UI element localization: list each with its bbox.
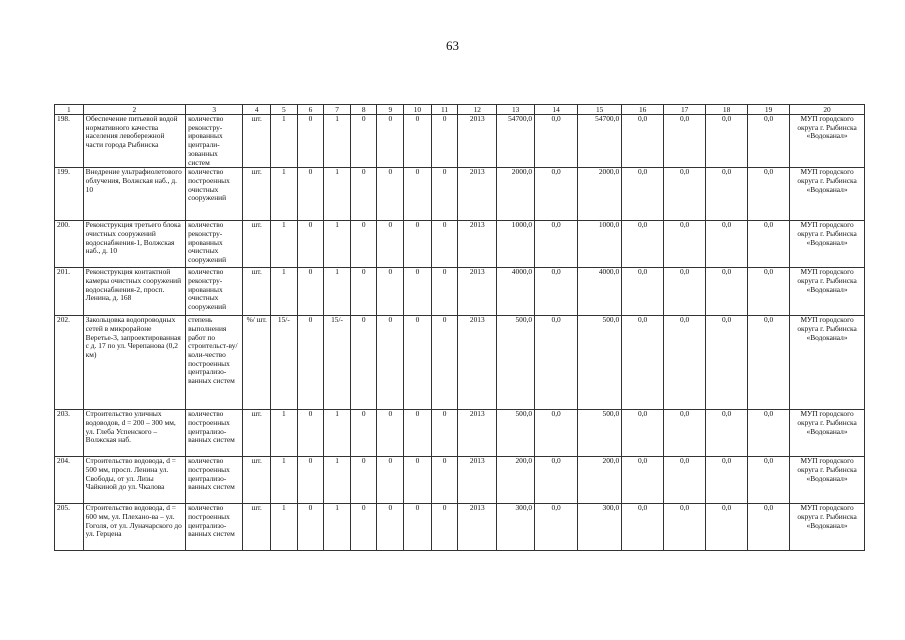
amount-col15: 200,0 [578,457,622,504]
value-col17: 0,0 [664,457,706,504]
value-col16: 0,0 [622,168,664,221]
value-col11: 0 [431,268,458,316]
column-number-14: 14 [535,105,578,115]
page-number: 63 [446,38,459,53]
column-number-20: 20 [790,105,865,115]
column-number-3: 3 [186,105,243,115]
amount-total: 54700,0 [497,115,535,168]
value-col10: 0 [404,504,432,551]
row-number: 205. [55,504,84,551]
value-col8: 0 [350,268,377,316]
value-col11: 0 [431,221,458,268]
value-col19: 0,0 [748,115,790,168]
column-number-19: 19 [748,105,790,115]
executor: МУП городского округа г. Рыбинска «Водоканал» [790,410,865,457]
indicator-name: количество реконстру-ированных очистных сооружений [186,268,243,316]
value-col5: 1 [271,268,298,316]
value-col18: 0,0 [706,221,748,268]
column-number-1: 1 [55,105,84,115]
value-col18: 0,0 [706,268,748,316]
table-row [55,504,865,551]
amount-total: 2000,0 [497,168,535,221]
value-col11: 0 [431,457,458,504]
row-number: 198. [55,115,84,168]
value-col18: 0,0 [706,504,748,551]
executor: МУП городского округа г. Рыбинска «Водоканал» [790,115,865,168]
value-col18: 0,0 [706,115,748,168]
value-col9: 0 [377,504,404,551]
column-number-16: 16 [622,105,664,115]
value-col10: 0 [404,316,432,410]
table-row [55,457,865,504]
value-col5: 1 [271,457,298,504]
column-number-7: 7 [324,105,351,115]
value-col14: 0,0 [535,504,578,551]
executor: МУП городского округа г. Рыбинска «Водоканал» [790,168,865,221]
year: 2013 [458,115,497,168]
value-col9: 0 [377,168,404,221]
value-col11: 0 [431,316,458,410]
value-col14: 0,0 [535,168,578,221]
value-col5: 1 [271,504,298,551]
value-col11: 0 [431,504,458,551]
value-col10: 0 [404,168,432,221]
value-col6: 0 [297,504,324,551]
value-col7: 1 [324,504,351,551]
amount-total: 300,0 [497,504,535,551]
column-number-11: 11 [431,105,458,115]
value-col8: 0 [350,115,377,168]
indicator-name: степень выполнения работ по строительст-ву/ коли-чество построенных централизо-ванных систем [186,316,243,410]
year: 2013 [458,457,497,504]
column-number-12: 12 [458,105,497,115]
column-number-17: 17 [664,105,706,115]
measure-name: Строительство водовода, d = 500 мм, просп. Ленина ул. Свободы, от ул. Лизы Чайкиной до ул. Чкалова [83,457,185,504]
value-col10: 0 [404,410,432,457]
value-col7: 1 [324,168,351,221]
value-col6: 0 [297,115,324,168]
value-col18: 0,0 [706,410,748,457]
value-col5: 1 [271,410,298,457]
value-col14: 0,0 [535,457,578,504]
value-col10: 0 [404,268,432,316]
value-col17: 0,0 [664,410,706,457]
table-row [55,316,865,410]
table-row [55,410,865,457]
value-col6: 0 [297,168,324,221]
value-col9: 0 [377,457,404,504]
value-col17: 0,0 [664,168,706,221]
amount-col15: 300,0 [578,504,622,551]
amount-col15: 1000,0 [578,221,622,268]
value-col5: 1 [271,168,298,221]
measure-name: Внедрение ультрафиолетового облучения, Волжская наб., д. 10 [83,168,185,221]
unit: шт. [243,168,271,221]
value-col5: 1 [271,221,298,268]
value-col19: 0,0 [748,504,790,551]
unit: шт. [243,457,271,504]
row-number: 204. [55,457,84,504]
program-table [54,104,865,551]
unit: шт. [243,115,271,168]
unit: шт. [243,268,271,316]
column-number-18: 18 [706,105,748,115]
value-col16: 0,0 [622,115,664,168]
measure-name: Строительство водовода, d = 600 мм, ул. Плехано-ва – ул. Гоголя, от ул. Луначарского до ул. Герцена [83,504,185,551]
executor: МУП городского округа г. Рыбинска «Водоканал» [790,316,865,410]
value-col11: 0 [431,115,458,168]
value-col8: 0 [350,504,377,551]
value-col7: 1 [324,115,351,168]
executor: МУП городского округа г. Рыбинска «Водоканал» [790,221,865,268]
indicator-name: количество построенных централизо-ванных систем [186,504,243,551]
value-col17: 0,0 [664,221,706,268]
value-col16: 0,0 [622,504,664,551]
measure-name: Закольцовка водопроводных сетей в микрорайоне Веретье-3, запроектированная с д. 17 по ул. Черепанова (0,2 км) [83,316,185,410]
row-number: 200. [55,221,84,268]
indicator-name: количество построенных очистных сооружений [186,168,243,221]
value-col18: 0,0 [706,168,748,221]
value-col14: 0,0 [535,221,578,268]
year: 2013 [458,268,497,316]
executor: МУП городского округа г. Рыбинска «Водоканал» [790,504,865,551]
value-col10: 0 [404,221,432,268]
value-col17: 0,0 [664,316,706,410]
amount-col15: 2000,0 [578,168,622,221]
value-col9: 0 [377,221,404,268]
column-number-2: 2 [83,105,185,115]
value-col17: 0,0 [664,115,706,168]
measure-name: Реконструкция третьего блока очистных сооружений водоснабжения-1, Волжская наб., д. 10 [83,221,185,268]
unit: шт. [243,221,271,268]
value-col18: 0,0 [706,316,748,410]
value-col5: 1 [271,115,298,168]
value-col6: 0 [297,268,324,316]
value-col14: 0,0 [535,316,578,410]
value-col19: 0,0 [748,268,790,316]
value-col16: 0,0 [622,457,664,504]
value-col16: 0,0 [622,268,664,316]
value-col16: 0,0 [622,316,664,410]
row-number: 201. [55,268,84,316]
indicator-name: количество построенных централизо-ванных систем [186,410,243,457]
value-col7: 15/- [324,316,351,410]
value-col7: 1 [324,268,351,316]
value-col5: 15/- [271,316,298,410]
value-col9: 0 [377,316,404,410]
amount-total: 200,0 [497,457,535,504]
row-number: 199. [55,168,84,221]
column-number-8: 8 [350,105,377,115]
column-number-15: 15 [578,105,622,115]
year: 2013 [458,504,497,551]
value-col7: 1 [324,457,351,504]
value-col14: 0,0 [535,268,578,316]
value-col14: 0,0 [535,115,578,168]
column-number-13: 13 [497,105,535,115]
value-col6: 0 [297,221,324,268]
year: 2013 [458,168,497,221]
value-col16: 0,0 [622,221,664,268]
value-col11: 0 [431,168,458,221]
indicator-name: количество построенных централизо-ванных систем [186,457,243,504]
executor: МУП городского округа г. Рыбинска «Водоканал» [790,268,865,316]
row-number: 203. [55,410,84,457]
value-col8: 0 [350,168,377,221]
value-col8: 0 [350,410,377,457]
value-col8: 0 [350,457,377,504]
value-col19: 0,0 [748,221,790,268]
value-col9: 0 [377,115,404,168]
value-col17: 0,0 [664,504,706,551]
amount-total: 500,0 [497,410,535,457]
indicator-name: количество реконстру-ированных централи-зованных систем [186,115,243,168]
table-row [55,168,865,221]
value-col7: 1 [324,221,351,268]
column-number-5: 5 [271,105,298,115]
column-number-4: 4 [243,105,271,115]
amount-col15: 4000,0 [578,268,622,316]
value-col14: 0,0 [535,410,578,457]
measure-name: Обеспечение питьевой водой нормативного качества населения левобережной части города Рыбинска [83,115,185,168]
row-number: 202. [55,316,84,410]
amount-col15: 500,0 [578,410,622,457]
year: 2013 [458,316,497,410]
value-col11: 0 [431,410,458,457]
value-col8: 0 [350,221,377,268]
unit: шт. [243,504,271,551]
value-col18: 0,0 [706,457,748,504]
value-col19: 0,0 [748,168,790,221]
measure-name: Строительство уличных водоводов, d = 200 – 300 мм, ул. Глеба Успенского – Волжская наб. [83,410,185,457]
value-col9: 0 [377,410,404,457]
executor: МУП городского округа г. Рыбинска «Водоканал» [790,457,865,504]
amount-col15: 54700,0 [578,115,622,168]
column-number-row [55,105,865,115]
amount-total: 1000,0 [497,221,535,268]
column-number-10: 10 [404,105,432,115]
amount-total: 4000,0 [497,268,535,316]
value-col16: 0,0 [622,410,664,457]
value-col19: 0,0 [748,410,790,457]
value-col10: 0 [404,115,432,168]
value-col17: 0,0 [664,268,706,316]
year: 2013 [458,410,497,457]
value-col8: 0 [350,316,377,410]
unit: %/ шт. [243,316,271,410]
amount-col15: 500,0 [578,316,622,410]
value-col6: 0 [297,457,324,504]
column-number-6: 6 [297,105,324,115]
year: 2013 [458,221,497,268]
value-col6: 0 [297,316,324,410]
value-col10: 0 [404,457,432,504]
value-col19: 0,0 [748,457,790,504]
column-number-9: 9 [377,105,404,115]
value-col6: 0 [297,410,324,457]
measure-name: Реконструкция контактной камеры очистных сооружений водоснабжения-2, просп. Ленина, д. 168 [83,268,185,316]
value-col19: 0,0 [748,316,790,410]
table-row [55,115,865,168]
value-col9: 0 [377,268,404,316]
indicator-name: количество реконстру-ированных очистных сооружений [186,221,243,268]
unit: шт. [243,410,271,457]
table-body [55,115,865,551]
amount-total: 500,0 [497,316,535,410]
value-col7: 1 [324,410,351,457]
table-row [55,221,865,268]
table-row [55,268,865,316]
